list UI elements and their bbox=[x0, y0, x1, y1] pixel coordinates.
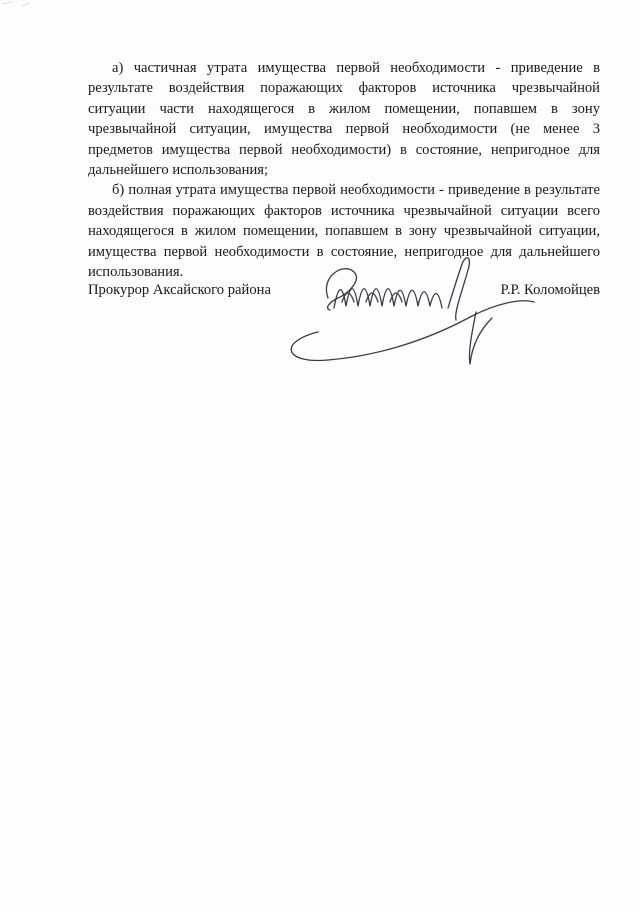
paragraph-partial-loss: а) частичная утрата имущества первой необходимости - приведение в результате воздействия поражающих факторов источника чрезвычайной ситуации части находящегося в жилом помещении, попавшем в зону чрезвычайной ситуации, имущества первой необходимости (не менее 3 предметов имущества первой необходимости) в состояние, непригодное для дальнейшего использования; bbox=[88, 60, 600, 179]
signer-title: Прокурор Аксайского района bbox=[88, 282, 271, 298]
paragraph-full-loss: б) полная утрата имущества первой необходимости - приведение в результате воздействия поражающих факторов источника чрезвычайной ситуации всего находящегося в жилом помещении, попавшем в зону чрезвычайной ситуации, имущества первой необходимости в состояние, непригодное для дальнейшего использования. bbox=[88, 182, 600, 281]
handwritten-signature-icon bbox=[258, 236, 558, 386]
signer-name: Р.Р. Коломойцев bbox=[500, 282, 600, 298]
scan-artifact-icon bbox=[0, 0, 80, 20]
